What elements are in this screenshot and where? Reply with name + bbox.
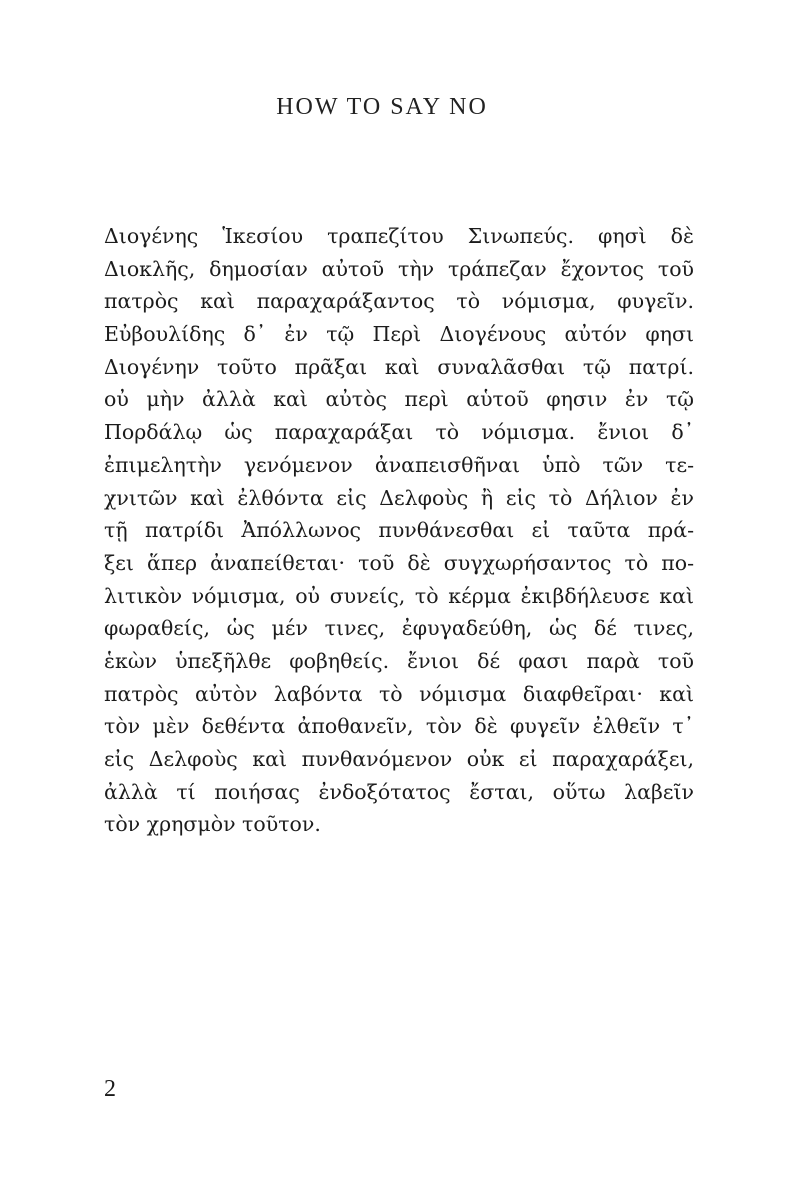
text-line: ἑκὼν ὑπεξῆλθε φοβηθείς. ἔνιοι δέ φασι παρὰ τοῦ — [104, 648, 694, 673]
text-line: Διογένην τοῦτο πρᾶξαι καὶ συναλᾶσθαι τῷ πατρί. — [104, 354, 694, 379]
text-line: εἰς Δελφοὺς καὶ πυνθανόμενον οὐκ εἰ παραχαράξει, — [104, 747, 694, 771]
running-head: HOW TO SAY NO — [276, 94, 488, 120]
text-line: πατρὸς καὶ παραχαράξαντος τὸ νόμισμα, φυγεῖν. — [104, 289, 694, 314]
text-line: Διοκλῆς, δημοσίαν αὐτοῦ τὴν τράπεζαν ἔχοντος τοῦ — [104, 256, 694, 281]
text-line: τῇ πατρίδι Ἀπόλλωνος πυνθάνεσθαι εἰ ταῦτα πρά- — [104, 518, 694, 543]
text-line: Πορδάλῳ ὡς παραχαράξαι τὸ νόμισμα. ἔνιοι δ᾽ — [104, 420, 694, 445]
text-line: φωραθείς, ὡς μέν τινες, ἐφυγαδεύθη, ὡς δέ τινες, — [104, 616, 694, 641]
text-line: τὸν μὲν δεθέντα ἀποθανεῖν, τὸν δὲ φυγεῖν ἐλθεῖν τ᾽ — [104, 714, 694, 739]
page-number: 2 — [104, 1076, 116, 1102]
text-line: ἐπιμελητὴν γενόμενον ἀναπεισθῆναι ὑπὸ τῶν τε- — [104, 452, 694, 477]
text-line: τὸν χρησμὸν τοῦτον. — [104, 812, 321, 837]
greek-body-text — [104, 220, 694, 841]
text-line: Διογένης Ἱκεσίου τραπεζίτου Σινωπεύς. φησὶ δὲ — [104, 224, 694, 248]
text-line: χνιτῶν καὶ ἐλθόντα εἰς Δελφοὺς ἢ εἰς τὸ Δήλιον ἐν — [104, 485, 694, 510]
text-line: οὐ μὴν ἀλλὰ καὶ αὐτὸς περὶ αὑτοῦ φησιν ἐν τῷ — [104, 387, 694, 412]
text-line: ξει ἅπερ ἀναπείθεται· τοῦ δὲ συγχωρήσαντος τὸ πο- — [104, 550, 694, 575]
text-line: πατρὸς αὐτὸν λαβόντα τὸ νόμισμα διαφθεῖραι· καὶ — [104, 681, 694, 706]
text-line: Εὐβουλίδης δ᾽ ἐν τῷ Περὶ Διογένους αὐτόν φησι — [104, 322, 694, 347]
text-line: λιτικὸν νόμισμα, οὐ συνείς, τὸ κέρμα ἐκιβδήλευσε καὶ — [104, 583, 694, 608]
text-line: ἀλλὰ τί ποιήσας ἐνδοξότατος ἔσται, οὕτω λαβεῖν — [104, 779, 694, 804]
